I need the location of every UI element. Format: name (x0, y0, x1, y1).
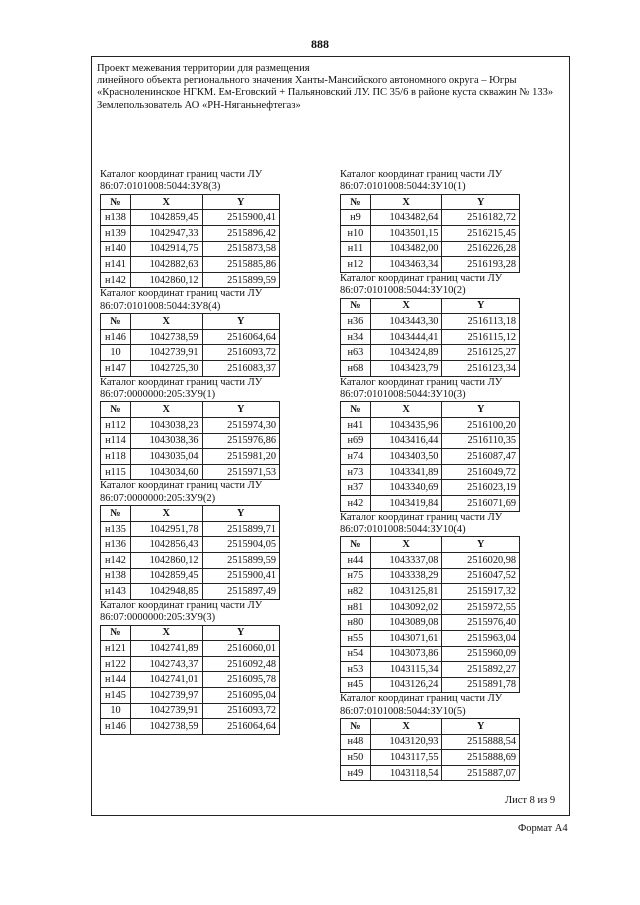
column-header: № (101, 506, 131, 522)
column-header: Y (202, 625, 279, 641)
table-row (101, 345, 280, 361)
header-line: Проект межевания территории для размещения (97, 63, 310, 74)
table-row (101, 226, 280, 242)
table-row (341, 241, 520, 257)
x-coordinate-cell: 1043482,64 (370, 210, 442, 226)
y-coordinate-cell: 2515900,41 (202, 210, 279, 226)
table-row (101, 329, 280, 345)
y-coordinate-cell: 2515891,78 (442, 677, 520, 693)
x-coordinate-cell: 1043092,02 (370, 599, 442, 615)
x-coordinate-cell: 1042947,33 (130, 226, 202, 242)
column-header: X (130, 506, 202, 522)
header-line: линейного объекта регионального значения Ханты-Мансийского автономного округа – Югры (97, 75, 517, 87)
table-row (101, 568, 280, 584)
table-row (341, 464, 520, 480)
y-coordinate-cell: 2516125,27 (442, 345, 520, 361)
point-id-cell: н136 (101, 537, 131, 553)
x-coordinate-cell: 1042739,97 (130, 687, 202, 703)
table-row (341, 599, 520, 615)
point-id-cell: н112 (101, 417, 131, 433)
x-coordinate-cell: 1043340,69 (370, 480, 442, 496)
y-coordinate-cell: 2515892,27 (442, 662, 520, 678)
table-row (341, 210, 520, 226)
x-coordinate-cell: 1043419,84 (370, 495, 442, 511)
table-row (101, 687, 280, 703)
x-coordinate-cell: 1043126,24 (370, 677, 442, 693)
y-coordinate-cell: 2515976,86 (202, 433, 279, 449)
table-header-row (101, 506, 280, 522)
column-header: № (341, 719, 371, 735)
x-coordinate-cell: 1043341,89 (370, 464, 442, 480)
table-header-row (101, 402, 280, 418)
column-header: Y (202, 402, 279, 418)
y-coordinate-cell: 2516226,28 (442, 241, 520, 257)
y-coordinate-cell: 2515960,09 (442, 646, 520, 662)
y-coordinate-cell: 2515896,42 (202, 226, 279, 242)
y-coordinate-cell: 2515917,32 (442, 584, 520, 600)
point-id-cell: н145 (101, 687, 131, 703)
coordinate-table (100, 401, 280, 480)
point-id-cell: н55 (341, 630, 371, 646)
catalog-title: Каталог координат границ части ЛУ (340, 272, 503, 284)
coordinate-catalog (100, 169, 280, 288)
y-coordinate-cell: 2515899,71 (202, 521, 279, 537)
y-coordinate-cell: 2516100,20 (442, 417, 520, 433)
header-line: Землепользователь АО «РН-Няганьнефтегаз» (97, 99, 301, 111)
x-coordinate-cell: 1042948,85 (130, 584, 202, 600)
table-row (101, 703, 280, 719)
y-coordinate-cell: 2515899,59 (202, 552, 279, 568)
coordinate-table (340, 536, 520, 693)
catalog-parcel-id: 86:07:0101008:5044:ЗУ8(4) (100, 300, 221, 312)
catalog-title: Каталог координат границ части ЛУ (100, 480, 263, 492)
table-row (101, 241, 280, 257)
coordinate-catalog (340, 169, 520, 273)
page-number: 888 (311, 37, 329, 51)
catalog-parcel-id: 86:07:0101008:5044:ЗУ10(2) (340, 285, 466, 297)
x-coordinate-cell: 1042882,63 (130, 257, 202, 273)
point-id-cell: н37 (341, 480, 371, 496)
y-coordinate-cell: 2516182,72 (442, 210, 520, 226)
catalog-title: Каталог координат границ части ЛУ (340, 376, 503, 388)
column-header: Y (442, 194, 520, 210)
table-row (101, 257, 280, 273)
table-row (101, 584, 280, 600)
point-id-cell: н75 (341, 568, 371, 584)
x-coordinate-cell: 1043035,04 (130, 449, 202, 465)
point-id-cell: н9 (341, 210, 371, 226)
x-coordinate-cell: 1043038,23 (130, 417, 202, 433)
point-id-cell: н42 (341, 495, 371, 511)
catalog-title: Каталог координат границ части ЛУ (340, 169, 503, 180)
point-id-cell: н50 (341, 750, 371, 766)
x-coordinate-cell: 1043089,08 (370, 615, 442, 631)
table-row (341, 646, 520, 662)
point-id-cell: 10 (101, 703, 131, 719)
y-coordinate-cell: 2515888,54 (442, 734, 520, 750)
y-coordinate-cell: 2516064,64 (202, 329, 279, 345)
y-coordinate-cell: 2516092,48 (202, 656, 279, 672)
column-header: Y (202, 194, 279, 210)
point-id-cell: н114 (101, 433, 131, 449)
column-header: № (341, 402, 371, 418)
table-header-row (341, 402, 520, 418)
table-row (341, 584, 520, 600)
point-id-cell: н139 (101, 226, 131, 242)
coordinate-catalog (340, 512, 520, 694)
table-row (341, 314, 520, 330)
y-coordinate-cell: 2516095,04 (202, 687, 279, 703)
table-row (341, 568, 520, 584)
y-coordinate-cell: 2516110,35 (442, 433, 520, 449)
y-coordinate-cell: 2516095,78 (202, 672, 279, 688)
table-row (101, 449, 280, 465)
point-id-cell: н144 (101, 672, 131, 688)
x-coordinate-cell: 1043125,81 (370, 584, 442, 600)
table-row (341, 615, 520, 631)
point-id-cell: н73 (341, 464, 371, 480)
point-id-cell: н147 (101, 360, 131, 376)
coordinate-catalog (100, 480, 280, 599)
table-row (341, 677, 520, 693)
point-id-cell: н11 (341, 241, 371, 257)
table-header-row (341, 298, 520, 314)
x-coordinate-cell: 1042741,01 (130, 672, 202, 688)
x-coordinate-cell: 1043120,93 (370, 734, 442, 750)
y-coordinate-cell: 2515887,07 (442, 765, 520, 781)
point-id-cell: н140 (101, 241, 131, 257)
point-id-cell: н80 (341, 615, 371, 631)
y-coordinate-cell: 2516020,98 (442, 552, 520, 568)
point-id-cell: н48 (341, 734, 371, 750)
x-coordinate-cell: 1042859,45 (130, 210, 202, 226)
table-row (101, 552, 280, 568)
coordinate-catalog (100, 600, 280, 735)
column-header: X (370, 402, 442, 418)
x-coordinate-cell: 1043443,30 (370, 314, 442, 330)
catalog-title: Каталог координат границ части ЛУ (340, 511, 503, 523)
point-id-cell: н141 (101, 257, 131, 273)
table-row (101, 641, 280, 657)
table-row (101, 464, 280, 480)
catalog-title: Каталог координат границ части ЛУ (340, 693, 503, 705)
point-id-cell: н68 (341, 360, 371, 376)
point-id-cell: н143 (101, 584, 131, 600)
point-id-cell: н10 (341, 226, 371, 242)
catalog-parcel-id: 86:07:0000000:205:ЗУ9(3) (100, 612, 216, 624)
y-coordinate-cell: 2515981,20 (202, 449, 279, 465)
table-row (101, 360, 280, 376)
table-row (341, 750, 520, 766)
column-header: № (101, 625, 131, 641)
column-header: № (341, 298, 371, 314)
coordinate-catalog (340, 693, 520, 781)
catalog-parcel-id: 86:07:0101008:5044:ЗУ10(5) (340, 705, 466, 717)
y-coordinate-cell: 2515897,49 (202, 584, 279, 600)
x-coordinate-cell: 1042914,75 (130, 241, 202, 257)
table-row (341, 433, 520, 449)
column-header: X (130, 402, 202, 418)
point-id-cell: н63 (341, 345, 371, 361)
coordinate-table (340, 401, 520, 511)
y-coordinate-cell: 2515971,53 (202, 464, 279, 480)
table-header-row (101, 314, 280, 330)
catalog-parcel-id: 86:07:0101008:5044:ЗУ10(4) (340, 523, 466, 535)
paper-format: Формат А4 (518, 823, 568, 834)
point-id-cell: н44 (341, 552, 371, 568)
y-coordinate-cell: 2516047,52 (442, 568, 520, 584)
point-id-cell: 10 (101, 345, 131, 361)
header-line: «Красноленинское НГКМ. Ем-Еговский + Пальяновский ЛУ. ПС 35/6 в районе куста скважин № 133» (97, 87, 554, 99)
x-coordinate-cell: 1042741,89 (130, 641, 202, 657)
y-coordinate-cell: 2515873,58 (202, 241, 279, 257)
table-row (101, 433, 280, 449)
column-header: X (370, 298, 442, 314)
y-coordinate-cell: 2515972,55 (442, 599, 520, 615)
column-header: № (341, 537, 371, 553)
point-id-cell: н146 (101, 719, 131, 735)
x-coordinate-cell: 1042738,59 (130, 329, 202, 345)
column-header: X (130, 194, 202, 210)
point-id-cell: н121 (101, 641, 131, 657)
coordinate-table (340, 194, 520, 273)
x-coordinate-cell: 1042725,30 (130, 360, 202, 376)
point-id-cell: н115 (101, 464, 131, 480)
table-row (341, 360, 520, 376)
column-header: Y (442, 402, 520, 418)
table-row (341, 417, 520, 433)
coordinate-catalog (100, 288, 280, 376)
point-id-cell: н146 (101, 329, 131, 345)
x-coordinate-cell: 1043117,55 (370, 750, 442, 766)
point-id-cell: н138 (101, 568, 131, 584)
table-row (341, 345, 520, 361)
table-row (101, 272, 280, 288)
catalog-title: Каталог координат границ части ЛУ (100, 288, 263, 300)
table-header-row (341, 719, 520, 735)
left-catalog-column (100, 169, 280, 735)
coordinate-catalog (100, 377, 280, 481)
y-coordinate-cell: 2515888,69 (442, 750, 520, 766)
y-coordinate-cell: 2516071,69 (442, 495, 520, 511)
table-row (101, 537, 280, 553)
right-catalog-column (340, 169, 520, 781)
coordinate-table (340, 298, 520, 377)
column-header: Y (442, 719, 520, 735)
table-row (341, 329, 520, 345)
table-row (341, 449, 520, 465)
point-id-cell: н41 (341, 417, 371, 433)
catalog-parcel-id: 86:07:0101008:5044:ЗУ8(3) (100, 181, 221, 193)
point-id-cell: н34 (341, 329, 371, 345)
table-header-row (341, 537, 520, 553)
x-coordinate-cell: 1043034,60 (130, 464, 202, 480)
column-header: X (370, 719, 442, 735)
x-coordinate-cell: 1043423,79 (370, 360, 442, 376)
table-row (341, 257, 520, 273)
table-row (101, 672, 280, 688)
catalog-parcel-id: 86:07:0101008:5044:ЗУ10(3) (340, 388, 466, 400)
y-coordinate-cell: 2516064,64 (202, 719, 279, 735)
table-row (101, 521, 280, 537)
catalog-title: Каталог координат границ части ЛУ (100, 599, 263, 611)
y-coordinate-cell: 2515899,59 (202, 272, 279, 288)
point-id-cell: н53 (341, 662, 371, 678)
point-id-cell: н74 (341, 449, 371, 465)
y-coordinate-cell: 2516093,72 (202, 345, 279, 361)
x-coordinate-cell: 1043501,15 (370, 226, 442, 242)
x-coordinate-cell: 1043071,61 (370, 630, 442, 646)
point-id-cell: н142 (101, 552, 131, 568)
table-header-row (101, 625, 280, 641)
y-coordinate-cell: 2515974,30 (202, 417, 279, 433)
catalog-parcel-id: 86:07:0000000:205:ЗУ9(1) (100, 388, 216, 400)
column-header: № (341, 194, 371, 210)
column-header: Y (442, 537, 520, 553)
column-header: X (130, 625, 202, 641)
table-row (341, 552, 520, 568)
y-coordinate-cell: 2516113,18 (442, 314, 520, 330)
table-row (341, 226, 520, 242)
catalog-title: Каталог координат границ части ЛУ (100, 169, 263, 180)
y-coordinate-cell: 2516049,72 (442, 464, 520, 480)
point-id-cell: н54 (341, 646, 371, 662)
point-id-cell: н81 (341, 599, 371, 615)
point-id-cell: н12 (341, 257, 371, 273)
table-header-row (341, 194, 520, 210)
x-coordinate-cell: 1042859,45 (130, 568, 202, 584)
x-coordinate-cell: 1043038,36 (130, 433, 202, 449)
x-coordinate-cell: 1042951,78 (130, 521, 202, 537)
catalog-title: Каталог координат границ части ЛУ (100, 376, 263, 388)
coordinate-catalog (340, 377, 520, 512)
table-row (101, 210, 280, 226)
column-header: Y (442, 298, 520, 314)
x-coordinate-cell: 1043338,29 (370, 568, 442, 584)
x-coordinate-cell: 1043337,08 (370, 552, 442, 568)
y-coordinate-cell: 2515976,40 (442, 615, 520, 631)
x-coordinate-cell: 1043118,54 (370, 765, 442, 781)
x-coordinate-cell: 1043403,50 (370, 449, 442, 465)
catalog-parcel-id: 86:07:0101008:5044:ЗУ10(1) (340, 181, 466, 193)
table-row (341, 734, 520, 750)
x-coordinate-cell: 1043435,96 (370, 417, 442, 433)
x-coordinate-cell: 1043463,34 (370, 257, 442, 273)
y-coordinate-cell: 2516123,34 (442, 360, 520, 376)
point-id-cell: н45 (341, 677, 371, 693)
table-row (101, 719, 280, 735)
column-header: X (370, 194, 442, 210)
y-coordinate-cell: 2516115,12 (442, 329, 520, 345)
column-header: № (101, 194, 131, 210)
table-row (341, 765, 520, 781)
table-row (341, 480, 520, 496)
y-coordinate-cell: 2516093,72 (202, 703, 279, 719)
column-header: Y (202, 506, 279, 522)
coordinate-table (100, 625, 280, 735)
x-coordinate-cell: 1042743,37 (130, 656, 202, 672)
coordinate-table (100, 194, 280, 289)
x-coordinate-cell: 1042738,59 (130, 719, 202, 735)
column-header: № (101, 314, 131, 330)
table-row (341, 662, 520, 678)
y-coordinate-cell: 2515900,41 (202, 568, 279, 584)
x-coordinate-cell: 1042739,91 (130, 345, 202, 361)
x-coordinate-cell: 1043073,86 (370, 646, 442, 662)
x-coordinate-cell: 1043424,89 (370, 345, 442, 361)
coordinate-table (100, 505, 280, 600)
column-header: X (370, 537, 442, 553)
y-coordinate-cell: 2516087,47 (442, 449, 520, 465)
table-header-row (101, 194, 280, 210)
point-id-cell: н69 (341, 433, 371, 449)
y-coordinate-cell: 2515885,86 (202, 257, 279, 273)
x-coordinate-cell: 1043115,34 (370, 662, 442, 678)
point-id-cell: н142 (101, 272, 131, 288)
y-coordinate-cell: 2516060,01 (202, 641, 279, 657)
y-coordinate-cell: 2516083,37 (202, 360, 279, 376)
x-coordinate-cell: 1043444,41 (370, 329, 442, 345)
x-coordinate-cell: 1042860,12 (130, 272, 202, 288)
x-coordinate-cell: 1042856,43 (130, 537, 202, 553)
coordinate-table (340, 718, 520, 781)
point-id-cell: н135 (101, 521, 131, 537)
point-id-cell: н138 (101, 210, 131, 226)
point-id-cell: н118 (101, 449, 131, 465)
x-coordinate-cell: 1043482,00 (370, 241, 442, 257)
coordinate-table (100, 313, 280, 376)
table-row (341, 630, 520, 646)
table-row (101, 417, 280, 433)
point-id-cell: н36 (341, 314, 371, 330)
column-header: № (101, 402, 131, 418)
table-row (341, 495, 520, 511)
y-coordinate-cell: 2516023,19 (442, 480, 520, 496)
column-header: X (130, 314, 202, 330)
x-coordinate-cell: 1042860,12 (130, 552, 202, 568)
coordinate-catalog (340, 273, 520, 377)
document-header (97, 63, 553, 112)
x-coordinate-cell: 1043416,44 (370, 433, 442, 449)
y-coordinate-cell: 2516215,45 (442, 226, 520, 242)
table-row (101, 656, 280, 672)
point-id-cell: н82 (341, 584, 371, 600)
y-coordinate-cell: 2515963,04 (442, 630, 520, 646)
point-id-cell: н122 (101, 656, 131, 672)
y-coordinate-cell: 2515904,05 (202, 537, 279, 553)
sheet-number: Лист 8 из 9 (505, 795, 556, 806)
x-coordinate-cell: 1042739,91 (130, 703, 202, 719)
point-id-cell: н49 (341, 765, 371, 781)
catalog-parcel-id: 86:07:0000000:205:ЗУ9(2) (100, 492, 216, 504)
y-coordinate-cell: 2516193,28 (442, 257, 520, 273)
column-header: Y (202, 314, 279, 330)
